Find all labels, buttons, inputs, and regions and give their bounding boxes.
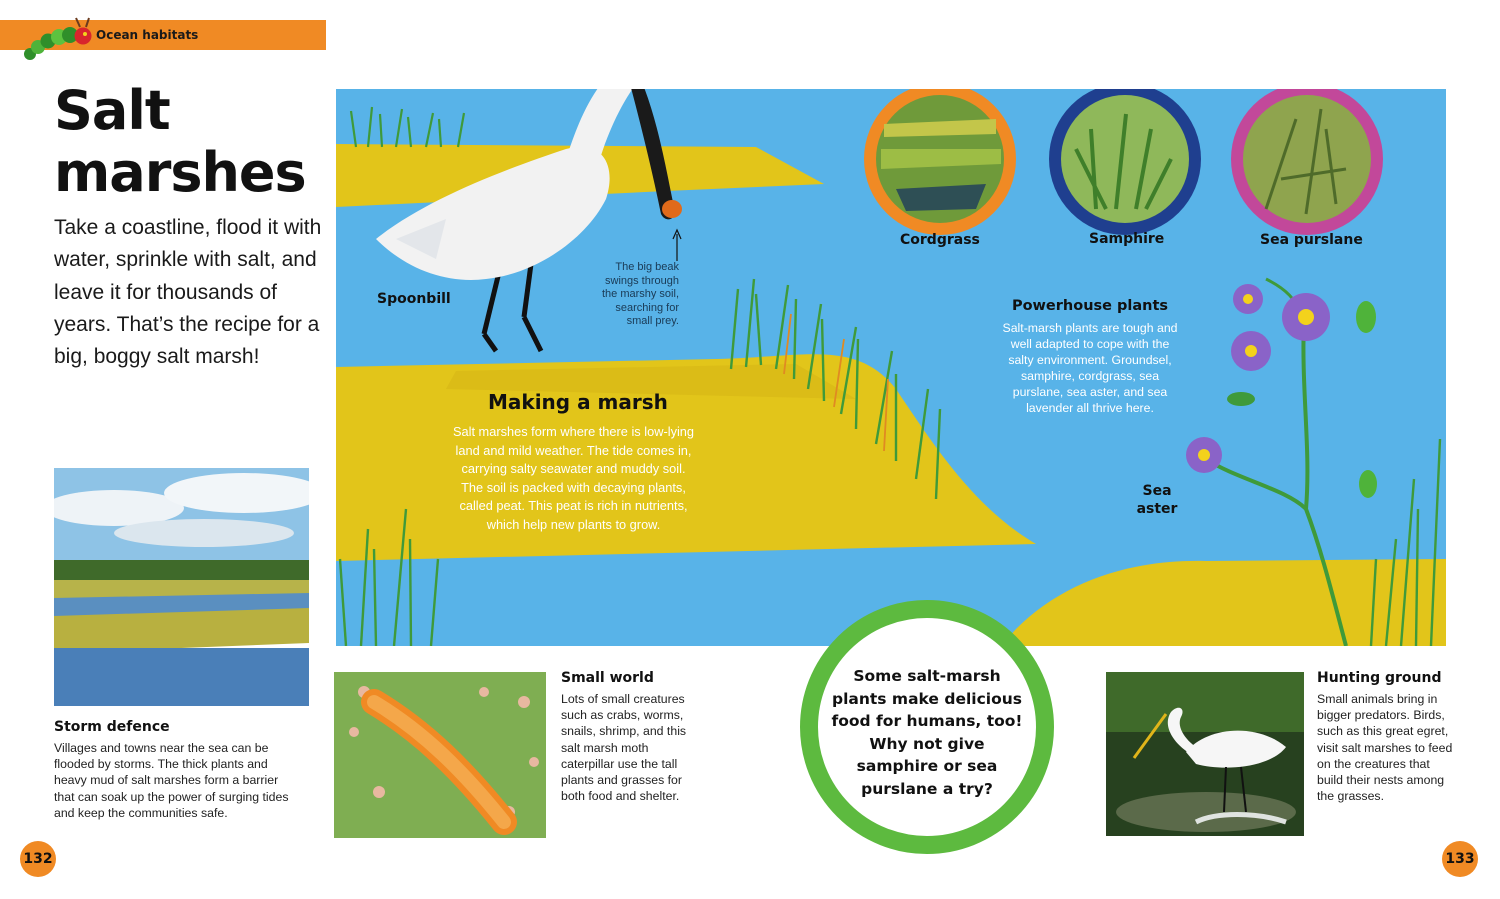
- page-number-left: 132: [20, 841, 56, 877]
- storm-text: Villages and towns near the sea can be flooded by storms. The thick plants and heavy mud of salt marshes form a barrier that can soak up the power of surging tides and keep the communities safe.: [54, 741, 289, 820]
- caterpillar-photo: [334, 672, 546, 838]
- spoonbill-label: Spoonbill: [377, 291, 451, 307]
- hunting-heading: Hunting ground: [1317, 670, 1442, 686]
- plant-photo-circles: [864, 89, 1383, 235]
- powerhouse-heading: Powerhouse plants: [1011, 298, 1169, 314]
- page-number-right: 133: [1442, 841, 1478, 877]
- samphire-label: Samphire: [1089, 231, 1165, 247]
- small-world-text: Lots of small creatures such as crabs, worms, snails, shrimp, and this salt marsh moth caterpillar use the tall plants and grasses for both food and shelter.: [561, 692, 687, 804]
- caterpillar-icon: [22, 14, 92, 66]
- marsh-scene: [336, 89, 1446, 646]
- powerhouse-text: Salt-marsh plants are tough and well adapted to cope with the salty environment. Groundsel, samphire, cordgrass, sea purslane, sea aster, and sea lavender all thrive here.: [1002, 321, 1178, 415]
- making-marsh-text: Salt marshes form where there is low-lying land and mild weather. The tide comes in, carrying salty seawater and muddy soil. The soil is packed with decaying plants, called peat. This peat is rich in nutrients, which help new plants to grow.: [452, 424, 695, 532]
- section-label: Ocean habitats: [96, 28, 199, 42]
- sea-aster-label: Sea aster: [1136, 483, 1178, 517]
- intro-text: Take a coastline, flood it with water, sprinkle with salt, and leave it for thousands of years. That’s the recipe for a big, boggy salt marsh!: [54, 216, 322, 369]
- sea-purslane-label: Sea purslane: [1260, 232, 1363, 248]
- cordgrass-label: Cordgrass: [900, 232, 980, 248]
- small-world-heading: Small world: [561, 670, 654, 686]
- note-text: Some salt-marsh plants make delicious food for humans, too! Why not give samphire or sea purslane a try?: [831, 667, 1023, 798]
- marsh-photo: [54, 468, 309, 706]
- hunting-text: Small animals bring in bigger predators. Birds, such as this great egret, visit salt marshes to feed on the creatures that build their nests among the grasses.: [1317, 692, 1453, 804]
- beak-note: The big beak swings through the marshy soil, searching for small prey.: [601, 261, 679, 328]
- page-title: Salt marshes: [54, 79, 306, 204]
- making-marsh-heading: Making a marsh: [488, 390, 668, 414]
- marsh-illustration: [336, 89, 1446, 646]
- storm-heading: Storm defence: [54, 719, 170, 735]
- egret-photo: [1106, 672, 1304, 836]
